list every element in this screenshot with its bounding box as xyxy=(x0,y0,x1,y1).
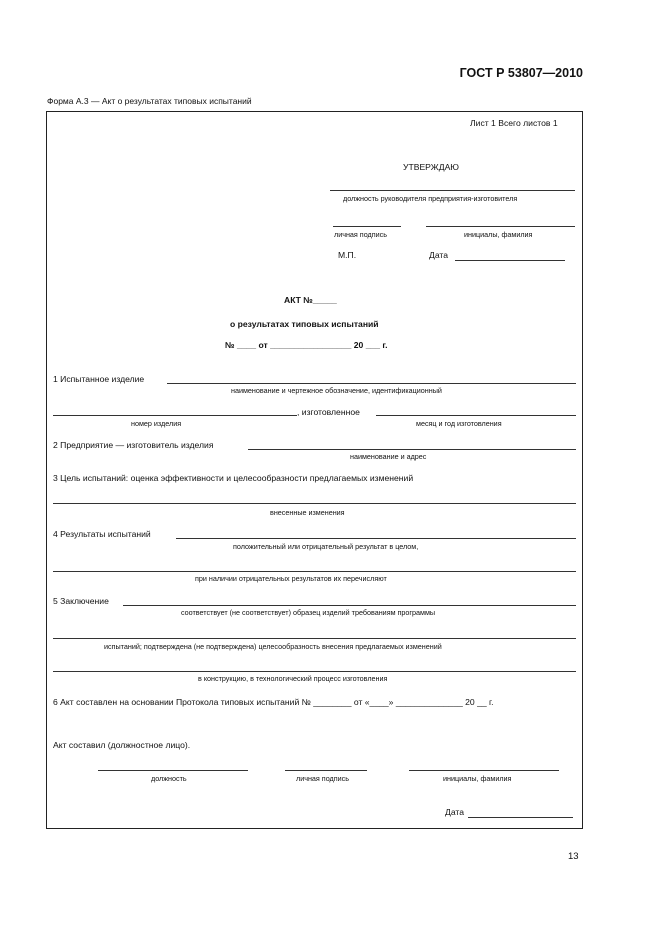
item4-label: 4 Результаты испытаний xyxy=(53,529,151,539)
item5-line3 xyxy=(53,671,576,672)
act-subtitle: о результатах типовых испытаний xyxy=(230,319,379,329)
item3-hint: внесенные изменения xyxy=(270,508,345,517)
compiler-position-hint: должность xyxy=(151,774,187,783)
compiler-position-line xyxy=(98,770,248,771)
act-title: АКТ №_____ xyxy=(284,295,337,305)
item5-label: 5 Заключение xyxy=(53,596,109,606)
compiler-date-label: Дата xyxy=(445,807,465,817)
item1-date-line xyxy=(376,415,576,416)
item1-line xyxy=(167,383,576,384)
item6-text: 6 Акт составлен на основании Протокола типовых испытаний № ________ от «____» ______________ 20 __ г. xyxy=(53,697,494,707)
item5-line xyxy=(123,605,576,606)
item1-hint: наименование и чертежное обозначение, идентификационный xyxy=(231,386,442,395)
item3-line xyxy=(53,503,576,504)
item1-manufactured: , изготовленное xyxy=(297,407,360,417)
item1-number-hint: номер изделия xyxy=(131,419,182,428)
item1-number-line xyxy=(53,415,297,416)
item2-line xyxy=(248,449,576,450)
item5-hint3: в конструкцию, в технологический процесс изготовления xyxy=(198,674,388,683)
approve-date-line xyxy=(455,260,565,261)
approve-position-line xyxy=(330,190,575,191)
standard-header: ГОСТ Р 53807—2010 xyxy=(459,66,583,80)
item5-hint: соответствует (не соответствует) образец изделий требованиям программы xyxy=(181,608,436,617)
compiler-name-hint: инициалы, фамилия xyxy=(443,774,512,783)
sheet-info: Лист 1 Всего листов 1 xyxy=(470,118,558,128)
item2-label: 2 Предприятие — изготовитель изделия xyxy=(53,440,214,450)
compiler-signature-line xyxy=(285,770,367,771)
form-caption: Форма А.3 — Акт о результатах типовых испытаний xyxy=(47,96,252,106)
approve-name-hint: инициалы, фамилия xyxy=(464,230,533,239)
compiler-signature-hint: личная подпись xyxy=(296,774,349,783)
page-number: 13 xyxy=(568,851,579,862)
item2-hint: наименование и адрес xyxy=(350,452,427,461)
approve-signature-line xyxy=(333,226,401,227)
approve-date-label: Дата xyxy=(429,250,449,260)
item5-line2 xyxy=(53,638,576,639)
item4-hint: положительный или отрицательный результат в целом, xyxy=(233,542,419,551)
approve-position-hint: должность руководителя предприятия-изготовителя xyxy=(343,194,518,203)
compiler-label: Акт составил (должностное лицо). xyxy=(53,740,191,750)
item4-hint2: при наличии отрицательных результатов их перечисляют xyxy=(195,574,387,583)
item5-hint2: испытаний; подтверждена (не подтверждена) целесообразность внесения предлагаемых изменений xyxy=(104,642,442,651)
item1-label: 1 Испытанное изделие xyxy=(53,374,145,384)
approve-signature-hint: личная подпись xyxy=(334,230,387,239)
approve-name-line xyxy=(426,226,575,227)
compiler-name-line xyxy=(409,770,559,771)
seal-label: М.П. xyxy=(338,250,357,260)
compiler-date-line xyxy=(468,817,573,818)
item3-label: 3 Цель испытаний: оценка эффективности и целесообразности предлагаемых изменений xyxy=(53,473,414,483)
item4-line2 xyxy=(53,571,576,572)
approve-title: УТВЕРЖДАЮ xyxy=(403,162,459,172)
item1-date-hint: месяц и год изготовления xyxy=(416,419,502,428)
item4-line xyxy=(176,538,576,539)
act-number-line: № ____ от _________________ 20 ___ г. xyxy=(225,340,388,350)
form-frame xyxy=(46,111,583,829)
